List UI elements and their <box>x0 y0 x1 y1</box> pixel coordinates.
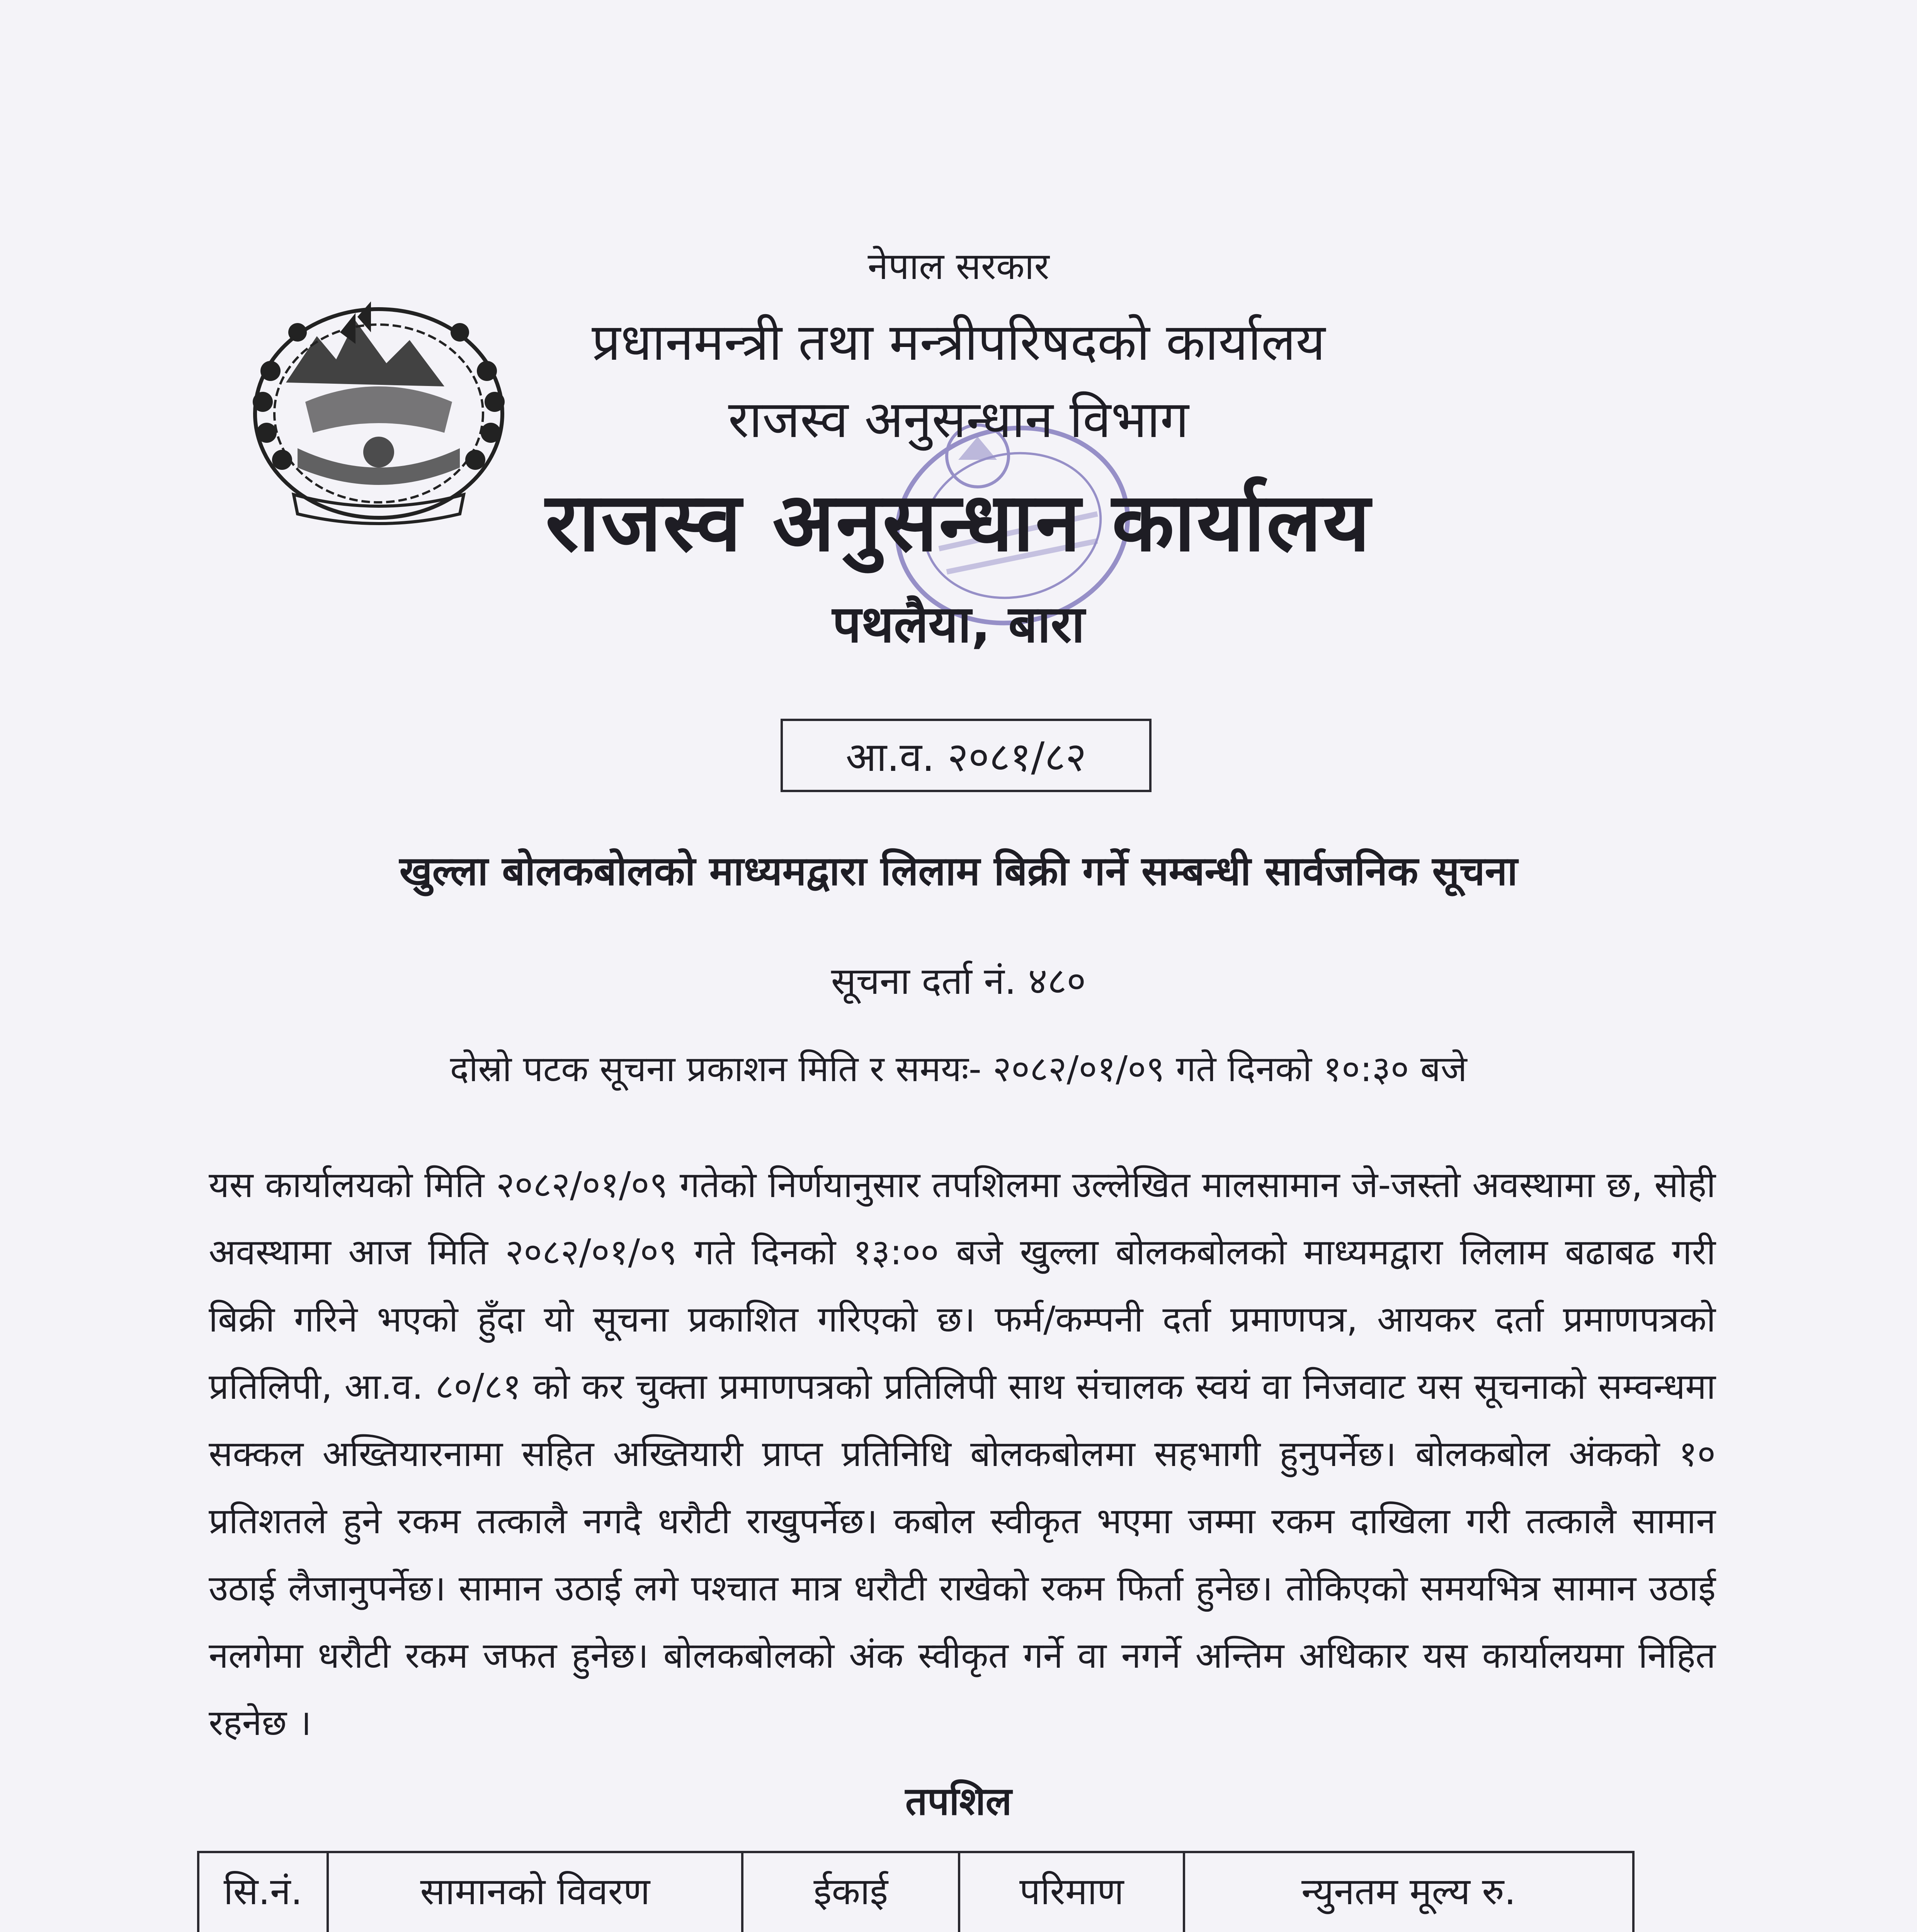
office-location: पथलैया, बारा <box>832 595 1085 654</box>
ministry-name: प्रधानमन्त्री तथा मन्त्रीपरिषदको कार्यालय <box>592 313 1325 372</box>
column-header-description: सामानको विवरण <box>328 1852 742 1932</box>
column-header-minimum-price: न्युनतम मूल्य रु. <box>1184 1852 1633 1932</box>
notice-publication-date: दोस्रो पटक सूचना प्रकाशन मिति र समयः- २०८२/०१/०९ गते दिनको १०:३० बजे <box>450 1048 1467 1090</box>
notice-body: यस कार्यालयको मिति २०८२/०१/०९ गतेको निर्णयानुसार तपशिलमा उल्लेखित मालसामान जे-जस्तो अवस्थामा छ, सोही अवस्थामा आज मिति २०८२/०१/०९ गते दिनको १३:०० बजे खुल्ला बोलकबोलको माध्यमद्वारा लिलाम बढाबढ गरी बिक्री गरिने भएको हुँदा यो सूचना प्रकाशित गरिएको छ। फर्म/कम्पनी दर्ता प्रमाणपत्र, आयकर दर्ता प्रमाणपत्रको प्रतिलिपी, आ.व. ८०/८१ को कर चुक्ता प्रमाणपत्रको प्रतिलिपी साथ संचालक स्वयं वा निजवाट यस सूचनाको सम्वन्धमा सक्कल अख्तियारनामा सहित अख्तियारी प्राप्त प्रतिनिधि बोलकबोलमा सहभागी हुनुपर्नेछ। बोलकबोल अंकको १० प्रतिशतले हुने रकम तत्कालै नगदै धरौटी राखुपर्नेछ। कबोल स्वीकृत भएमा जम्मा रकम दाखिला गरी तत्कालै सामान उठाई लैजानुपर्नेछ। सामान उठाई लगे पश्चात मात्र धरौटी राखेको रकम फिर्ता हुनेछ। तोकिएको समयभित्र सामान उठाई नलगेमा धरौटी रकम जफत हुनेछ। बोलकबोलको अंक स्वीकृत गर्ने वा नगर्ने अन्तिम अधिकार यस कार्यालयमा निहित रहनेछ । <box>209 1164 1716 1743</box>
schedule-title: तपशिल <box>905 1779 1012 1824</box>
schedule-table <box>197 1851 1635 1932</box>
table-header-row <box>198 1852 1633 1932</box>
fiscal-year-label: आ.व. २०८१/८२ <box>845 733 1087 781</box>
column-header-unit: ईकाई <box>742 1852 959 1932</box>
fiscal-year-box <box>781 719 1152 792</box>
column-header-quantity: परिमाण <box>959 1852 1184 1932</box>
government-name: नेपाल सरकार <box>867 245 1050 288</box>
department-name: राजस्व अनुसन्धान विभाग <box>728 390 1189 449</box>
office-name: राजस्व अनुसन्धान कार्यालय <box>545 475 1372 570</box>
notice-title: खुल्ला बोलकबोलको माध्यमद्वारा लिलाम बिक्री गर्ने सम्बन्धी सार्वजनिक सूचना <box>399 847 1518 895</box>
notice-registration-number: सूचना दर्ता नं. ४८० <box>831 959 1086 1003</box>
column-header-serial: सि.नं. <box>198 1852 328 1932</box>
